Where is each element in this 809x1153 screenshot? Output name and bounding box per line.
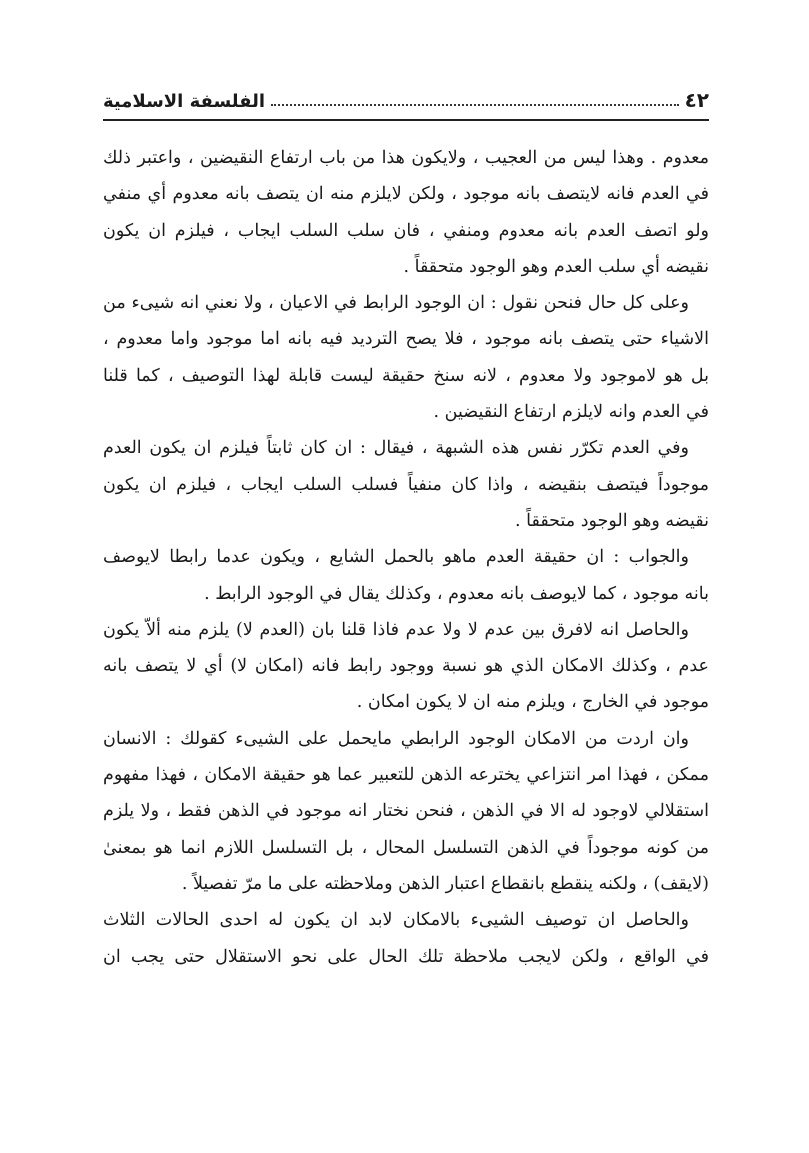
paragraph (103, 721, 709, 902)
text-line: استقلالي لاوجود له الا في الذهن ، فنحن نختار انه موجود في الذهن فقط ، ولا يلزم (103, 801, 709, 822)
text-line: من كونه موجوداً في الذهن التسلسل المحال ، بل التسلسل اللازم انما هو بمعنىٰ (103, 837, 709, 858)
text-line: معدوم . وهذا ليس من العجيب ، ولايكون هذا من باب ارتفاع النقيضين ، واعتبر ذلك (103, 148, 709, 168)
text-line: والجواب : ان حقيقة العدم ماهو بالحمل الشايع ، ويكون عدما رابطا لايوصف (103, 547, 689, 568)
paragraph (103, 140, 709, 285)
paragraph (103, 430, 709, 539)
header-rule (103, 119, 709, 121)
dotted-leader (271, 104, 679, 106)
text-line: وان اردت من الامكان الوجود الرابطي مايحمل على الشيىء كقولك : الانسان (103, 728, 689, 749)
text-line: نقيضه وهو الوجود متحققاً . (515, 510, 709, 531)
text-line: والحاصل انه لافرق بين عدم لا ولا عدم فاذا قلنا بان (العدم لا) يلزم منه ألاّ يكون (103, 619, 689, 640)
paragraph (103, 612, 709, 721)
text-line: والحاصل ان توصيف الشيىء بالامكان لابد ان يكون له احدى الحالات الثلاث (103, 910, 689, 931)
text-line: (لايقف) ، ولكنه ينقطع بانقطاع اعتبار الذهن وملاحظته على ما مرّ تفصيلاً . (181, 873, 709, 894)
text-line: في العدم وانه لايلزم ارتفاع النقيضين . (433, 402, 709, 423)
text-line: بانه موجود ، كما لايوصف بانه معدوم ، وكذلك يقال في الوجود الرابط . (204, 583, 709, 604)
book-title: الفلسفة الاسلامية (103, 91, 266, 112)
text-line: في الواقع ، ولكن لايجب ملاحظة تلك الحال على نحو الاستقلال حتى يجب ان (103, 946, 709, 967)
body-text (103, 140, 709, 975)
text-line: الاشياء حتى يتصف بانه موجود ، فلا يصح الترديد فيه بانه اما موجود واما معدوم ، (103, 329, 709, 350)
text-line: في العدم فانه لايتصف بانه موجود ، ولكن لايلزم منه ان يتصف بانه معدوم أي منفي (103, 184, 709, 205)
text-line: نقيضه أي سلب العدم وهو الوجود متحققاً . (403, 256, 709, 277)
text-line: بل هو لاموجود ولا معدوم ، لانه سنخ حقيقة ليست قابلة لهذا التوصيف ، كما قلنا (103, 365, 709, 386)
text-line: موجود في الخارج ، ويلزم منه ان لا يكون امكان . (356, 692, 709, 713)
running-header (103, 84, 709, 112)
paragraph (103, 539, 709, 612)
text-line: ولو اتصف العدم بانه معدوم ومنفي ، فان سلب السلب ايجاب ، فيلزم ان يكون (103, 220, 709, 241)
text-line: ممكن ، فهذا امر انتزاعي يخترعه الذهن للتعبير عما هو حقيقة الامكان ، فهذا مفهوم (103, 765, 709, 786)
paragraph (103, 285, 709, 430)
text-line: وفي العدم تكرّر نفس هذه الشبهة ، فيقال : ان كان ثابتاً فيلزم ان يكون العدم (103, 438, 689, 459)
text-line: وعلى كل حال فنحن نقول : ان الوجود الرابط في الاعيان ، ولا نعني انه شيىء من (103, 293, 689, 314)
paragraph (103, 902, 709, 975)
text-line: عدم ، وكذلك الامكان الذي هو نسبة ووجود رابط فانه (امكان لا) أي لا يتصف بانه (103, 656, 709, 677)
text-line: موجوداً فيتصف بنقيضه ، واذا كان منفياً فسلب السلب ايجاب ، فيلزم ان يكون (103, 474, 709, 495)
page-number: ٤٢ (684, 88, 709, 112)
